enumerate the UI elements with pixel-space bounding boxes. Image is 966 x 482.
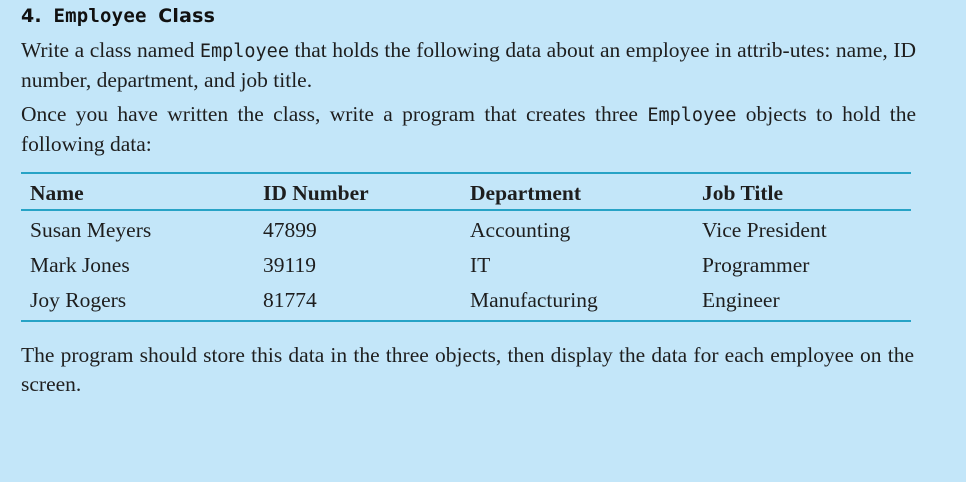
table-cell-name: Mark Jones — [30, 253, 130, 277]
table-cell-job-title: Engineer — [702, 288, 780, 312]
table-cell-job-title: Vice President — [702, 218, 827, 242]
table-top-rule — [21, 172, 911, 174]
table-bottom-rule — [21, 320, 911, 322]
p2-text-after: objects to hold the following data: — [21, 102, 916, 156]
table-header-rule — [21, 209, 911, 211]
exercise-title-code: Employee — [53, 5, 147, 27]
exercise-title-word: Class — [158, 5, 216, 27]
exercise-number: 4. — [21, 5, 42, 27]
table-cell-name: Joy Rogers — [30, 288, 127, 312]
table-cell-id-number: 47899 — [263, 218, 317, 242]
table-cell-department: IT — [470, 253, 491, 277]
column-header-name: Name — [30, 181, 84, 205]
instruction-paragraph-2 — [21, 100, 916, 159]
p2-class-name: Employee — [647, 105, 737, 126]
column-header-department: Department — [470, 181, 582, 205]
p1-text-after: that holds the following data about an employee in attrib-utes: name, ID number, department, and job title. — [21, 38, 916, 92]
column-header-job-title: Job Title — [702, 181, 784, 205]
table-cell-id-number: 81774 — [263, 288, 317, 312]
table-cell-job-title: Programmer — [702, 253, 810, 277]
instruction-paragraph-3: The program should store this data in the three objects, then display the data for each employee on the screen. — [21, 343, 914, 396]
p2-text-before: Once you have written the class, write a program that creates three — [21, 102, 648, 126]
exercise-heading — [21, 4, 215, 28]
table-cell-name: Susan Meyers — [30, 218, 152, 242]
instruction-paragraph-1 — [21, 36, 916, 95]
p1-class-name: Employee — [199, 41, 289, 62]
table-cell-department: Manufacturing — [470, 288, 598, 312]
p1-text-before: Write a class named — [21, 38, 200, 62]
table-cell-department: Accounting — [470, 218, 571, 242]
column-header-id-number: ID Number — [263, 181, 369, 205]
table-cell-id-number: 39119 — [263, 253, 316, 277]
